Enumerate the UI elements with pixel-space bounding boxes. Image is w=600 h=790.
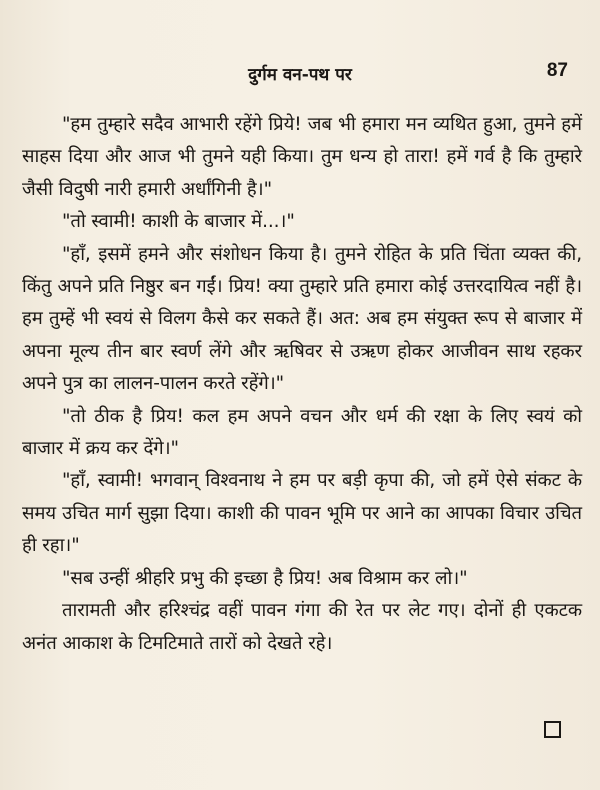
hollow-square-icon bbox=[544, 721, 561, 738]
running-title: दुर्गम वन-पथ पर bbox=[248, 65, 352, 85]
paragraph: "सब उन्हीं श्रीहरि प्रभु की इच्छा है प्रिय! अब विश्राम कर लो।" bbox=[62, 567, 468, 589]
paragraph: "हाँ, इसमें हमने और संशोधन किया है। तुमने रोहित के प्रति चिंता व्यक्त की, किंतु अपने प्रति निष्ठुर बन गईं। प्रिय! क्या तुम्हारे प्रति हमारा कोई उत्तरदायित्व नहीं है। हम तुम्हें भी स्वयं से विलग कैसे कर सकते हैं। अत: अब हम संयुक्त रूप से बाजार में अपना मूल्य तीन बार स्वर्ण लेंगे और ऋषिवर से उऋण होकर आजीवन साथ रहकर अपने पुत्र का लालन-पालन करते रहेंगे।" bbox=[22, 243, 582, 395]
paragraph: तारामती और हरिश्चंद्र वहीं पावन गंगा की रेत पर लेट गए। दोनों ही एकटक अनंत आकाश के टिमटिमाते तारों को देखते रहे। bbox=[22, 600, 582, 654]
paragraph: "हाँ, स्वामी! भगवान् विश्वनाथ ने हम पर बड़ी कृपा की, जो हमें ऐसे संकट के समय उचित मार्ग सुझा दिया। काशी की पावन भूमि पर आने का आपका विचार उचित ही रहा।" bbox=[22, 470, 582, 557]
paragraph: "तो स्वामी! काशी के बाजार में...।" bbox=[62, 211, 295, 233]
paragraph: "हम तुम्हारे सदैव आभारी रहेंगे प्रिये! जब भी हमारा मन व्यथित हुआ, तुमने हमें साहस दिया और आज भी तुमने यही किया। तुम धन्य हो तारा! हमें गर्व है कि तुम्हारे जैसी विदुषी नारी हमारी अर्धांगिनी है।" bbox=[22, 114, 582, 200]
body-text bbox=[22, 109, 582, 660]
page-number: 87 bbox=[546, 60, 568, 81]
paragraph: "तो ठीक है प्रिय! कल हम अपने वचन और धर्म की रक्षा के लिए स्वयं को बाजार में क्रय कर देंगे।" bbox=[22, 405, 582, 460]
page-header bbox=[0, 58, 600, 88]
